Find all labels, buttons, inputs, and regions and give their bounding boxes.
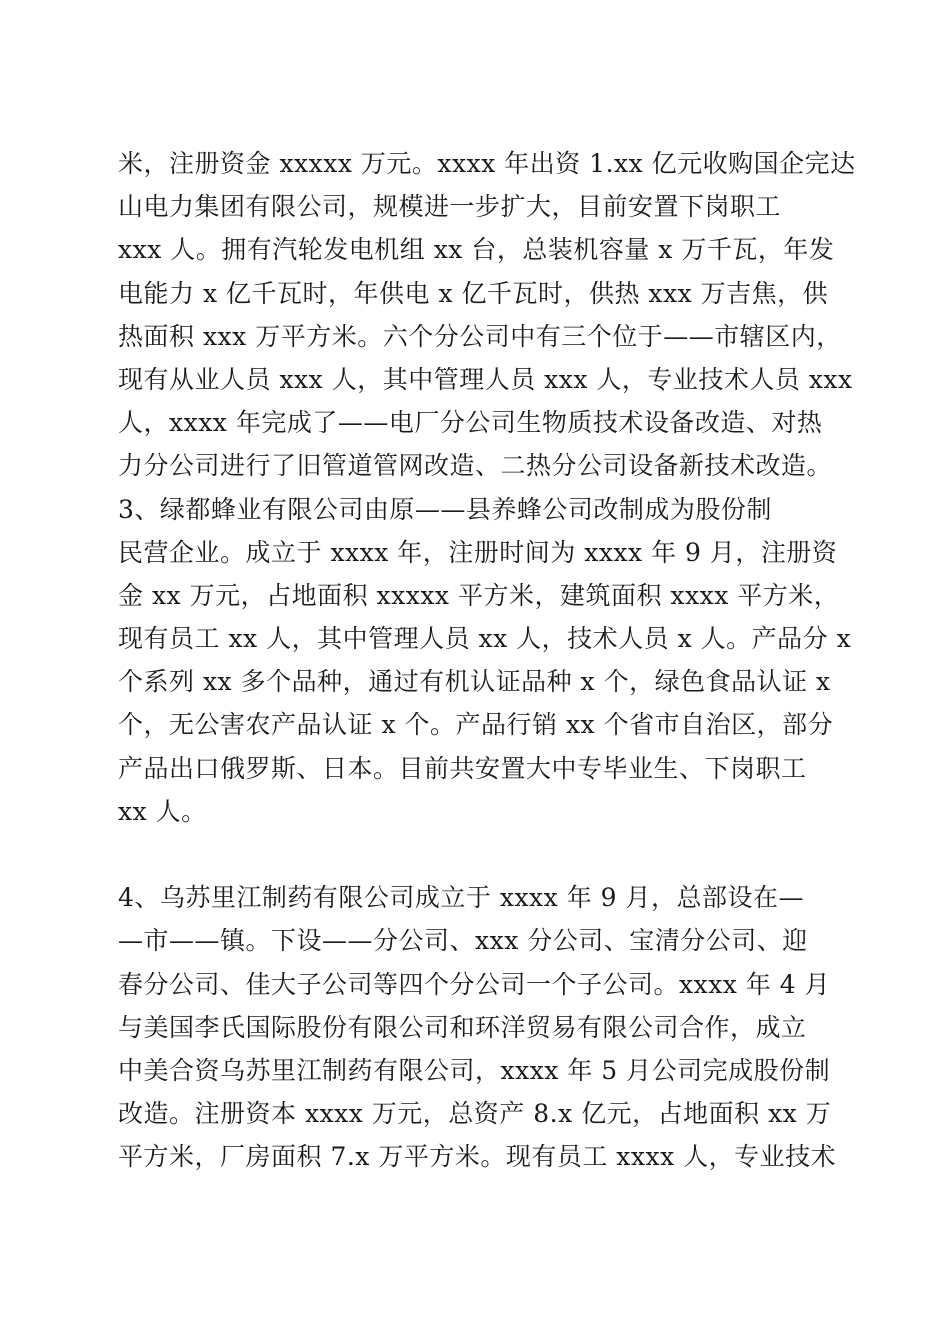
text-line: 个，无公害农产品认证 x 个。产品行销 xx 个省市自治区，部分 bbox=[118, 710, 834, 740]
text-line: 中美合资乌苏里江制药有限公司，xxxx 年 5 月公司完成股份制 bbox=[118, 1055, 831, 1085]
text-line: 改造。注册资本 xxxx 万元，总资产 8.x 亿元，占地面积 xx 万 bbox=[118, 1099, 832, 1129]
text-line: xxx 人。拥有汽轮发电机组 xx 台，总装机容量 x 万千瓦，年发 bbox=[118, 235, 835, 265]
text-line: 米，注册资金 xxxxx 万元。xxxx 年出资 1.xx 亿元收购国企完达 bbox=[118, 149, 856, 178]
text-line: 人，xxxx 年完成了——电厂分公司生物质技术设备改造、对热 bbox=[118, 408, 823, 438]
text-line: xx 人。 bbox=[118, 796, 207, 826]
text-line: 现有从业人员 xxx 人，其中管理人员 xxx 人，专业技术人员 xxx bbox=[118, 364, 853, 394]
document-body bbox=[118, 142, 856, 1179]
text-line: 个系列 xx 多个品种，通过有机认证品种 x 个，绿色食品认证 x bbox=[118, 667, 831, 697]
blank-line bbox=[118, 833, 838, 876]
text-line: 金 xx 万元，占地面积 xxxxx 平方米，建筑面积 xxxx 平方米， bbox=[118, 580, 840, 610]
text-line: —市——镇。下设——分公司、xxx 分公司、宝清分公司、迎 bbox=[118, 926, 808, 956]
text-line: 民营企业。成立于 xxxx 年，注册时间为 xxxx 年 9 月，注册资 bbox=[118, 537, 838, 567]
text-line: 产品出口俄罗斯、日本。目前共安置大中专毕业生、下岗职工 bbox=[118, 753, 807, 783]
paragraph-4-start: 4、乌苏里江制药有限公司成立于 xxxx 年 9 月，总部设在— bbox=[118, 883, 804, 913]
text-line: 热面积 xxx 万平方米。六个分公司中有三个位于——市辖区内， bbox=[118, 321, 842, 351]
text-line: 山电力集团有限公司，规模进一步扩大，目前安置下岗职工 bbox=[118, 192, 782, 222]
text-line: 电能力 x 亿千瓦时，年供电 x 亿千瓦时，供热 xxx 万吉焦，供 bbox=[118, 278, 829, 308]
text-line: 平方米，厂房面积 7.x 万平方米。现有员工 xxxx 人，专业技术 bbox=[118, 1142, 837, 1172]
text-line: 与美国李氏国际股份有限公司和环洋贸易有限公司合作，成立 bbox=[118, 1012, 807, 1042]
paragraph-3-start: 3、绿都蜂业有限公司由原——县养蜂公司改制成为股份制 bbox=[118, 494, 772, 524]
text-line: 现有员工 xx 人，其中管理人员 xx 人，技术人员 x 人。产品分 x bbox=[118, 624, 852, 654]
text-line: 春分公司、佳大子公司等四个分公司一个子公司。xxxx 年 4 月 bbox=[118, 969, 831, 999]
text-line: 力分公司进行了旧管道管网改造、二热分公司设备新技术改造。 bbox=[118, 451, 833, 481]
